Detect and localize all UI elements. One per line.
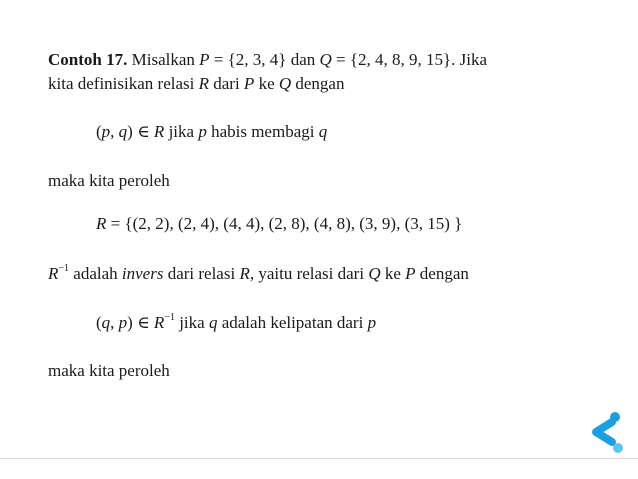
logo-dot-bottom: [613, 443, 623, 453]
logo-chevron: [596, 422, 612, 442]
relation-set: R = {(2, 2), (2, 4), (4, 4), (2, 8), (4, 8), (3, 9), (3, 15) }: [96, 214, 463, 233]
maka-line-1: maka kita peroleh: [48, 171, 170, 190]
maka-line-2: maka kita peroleh: [48, 361, 170, 380]
example-heading: Contoh 17.: [48, 50, 128, 69]
example-line-1: Contoh 17. Misalkan P = {2, 3, 4} dan Q = {2, 4, 8, 9, 15}. Jika: [48, 50, 488, 69]
chevron-brand-icon: [588, 410, 628, 454]
inverse-definition: $R^{-1}$ adalah invers dari relasi R, yaitu relasi dari Q ke P dengan: [48, 263, 469, 283]
example-line-2: kita definisikan relasi R dari P ke Q dengan: [48, 74, 345, 93]
inverse-relation-rule: (q, p) ∈ $R^{-1}$ jika q adalah kelipatan dari p: [96, 312, 377, 332]
footer-divider: [0, 458, 638, 459]
relation-definition: (p, q) ∈ R jika p habis membagi q: [96, 122, 328, 141]
